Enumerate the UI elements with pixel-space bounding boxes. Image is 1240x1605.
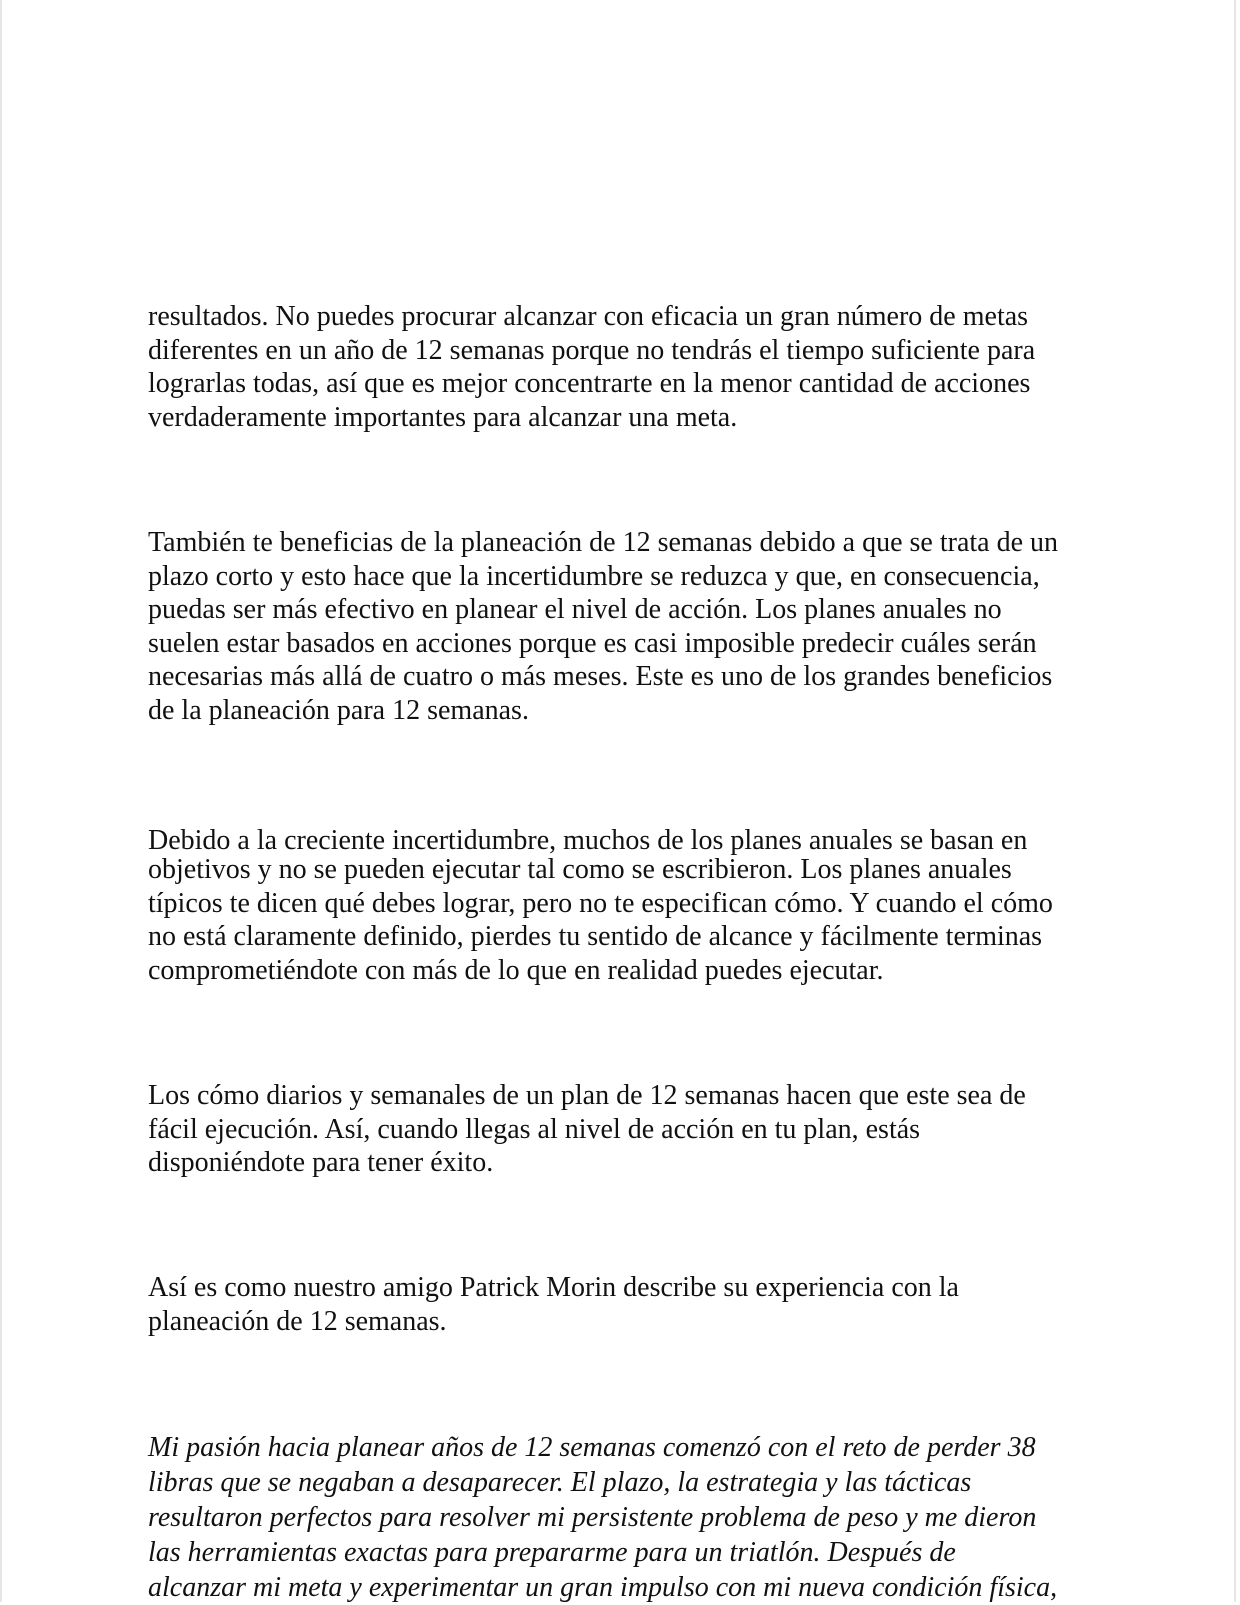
text-line: libras que se negaban a desaparecer. El plazo, la estrategia y las tácticas: [148, 1467, 972, 1498]
paragraph-resultados: [148, 300, 1108, 434]
paragraph-como-diarios: [148, 1079, 1108, 1180]
text-line: resultados. No puedes procurar alcanzar con eficacia un gran número de metas: [148, 301, 1029, 332]
text-line: alcanzar mi meta y experimentar un gran impulso con mi nueva condición física,: [148, 1572, 1058, 1603]
text-line: no está claramente definido, pierdes tu sentido de alcance y fácilmente terminas: [148, 921, 1043, 953]
text-line: objetivos y no se pueden ejecutar tal como se escribieron. Los planes anuales: [148, 854, 1012, 885]
page-edge-left: [0, 0, 2, 1602]
page-edge-right: [1234, 0, 1236, 1602]
text-line: disponiéndote para tener éxito.: [148, 1147, 494, 1179]
text-line: típicos te dicen qué debes lograr, pero no te especifican cómo. Y cuando el cómo: [148, 887, 1053, 919]
text-line: suelen estar basados en acciones porque es casi imposible predecir cuáles serán: [148, 627, 1037, 659]
text-line: plazo corto y esto hace que la incertidumbre se reduzca y que, en consecuencia,: [148, 560, 1040, 592]
text-line: resultaron perfectos para resolver mi persistente problema de peso y me dieron: [148, 1502, 1037, 1533]
text-line: lograrlas todas, así que es mejor concentrarte en la menor cantidad de acciones: [148, 368, 1031, 400]
text-line: fácil ejecución. Así, cuando llegas al nivel de acción en tu plan, estás: [148, 1113, 921, 1145]
paragraph-incertidumbre: [148, 825, 1108, 987]
text-line: planeación de 12 semanas.: [148, 1305, 447, 1337]
text-line: comprometiéndote con más de lo que en realidad puedes ejecutar.: [148, 954, 884, 986]
text-line: las herramientas exactas para prepararme para un triatlón. Después de: [148, 1537, 956, 1568]
text-line: Los cómo diarios y semanales de un plan de 12 semanas hacen que este sea de: [148, 1080, 1026, 1111]
text-line: diferentes en un año de 12 semanas porque no tendrás el tiempo suficiente para: [148, 334, 1036, 366]
text-line: verdaderamente importantes para alcanzar una meta.: [148, 401, 738, 433]
text-line: necesarias más allá de cuatro o más meses. Este es uno de los grandes beneficios: [148, 661, 1053, 693]
text-line: Debido a la creciente incertidumbre, muchos de los planes anuales se basan en: [148, 825, 1028, 856]
text-line: Así es como nuestro amigo Patrick Morin describe su experiencia con la: [148, 1272, 959, 1303]
text-line: puedas ser más efectivo en planear el nivel de acción. Los planes anuales no: [148, 594, 1002, 626]
paragraph-beneficios: [148, 526, 1108, 728]
text-line: También te beneficias de la planeación de 12 semanas debido a que se trata de un: [148, 527, 1058, 558]
paragraph-quote-italic: [148, 1430, 1108, 1605]
text-line: Mi pasión hacia planear años de 12 semanas comenzó con el reto de perder 38: [148, 1432, 1036, 1463]
paragraph-patrick-morin: [148, 1271, 1108, 1338]
text-line: de la planeación para 12 semanas.: [148, 694, 529, 726]
